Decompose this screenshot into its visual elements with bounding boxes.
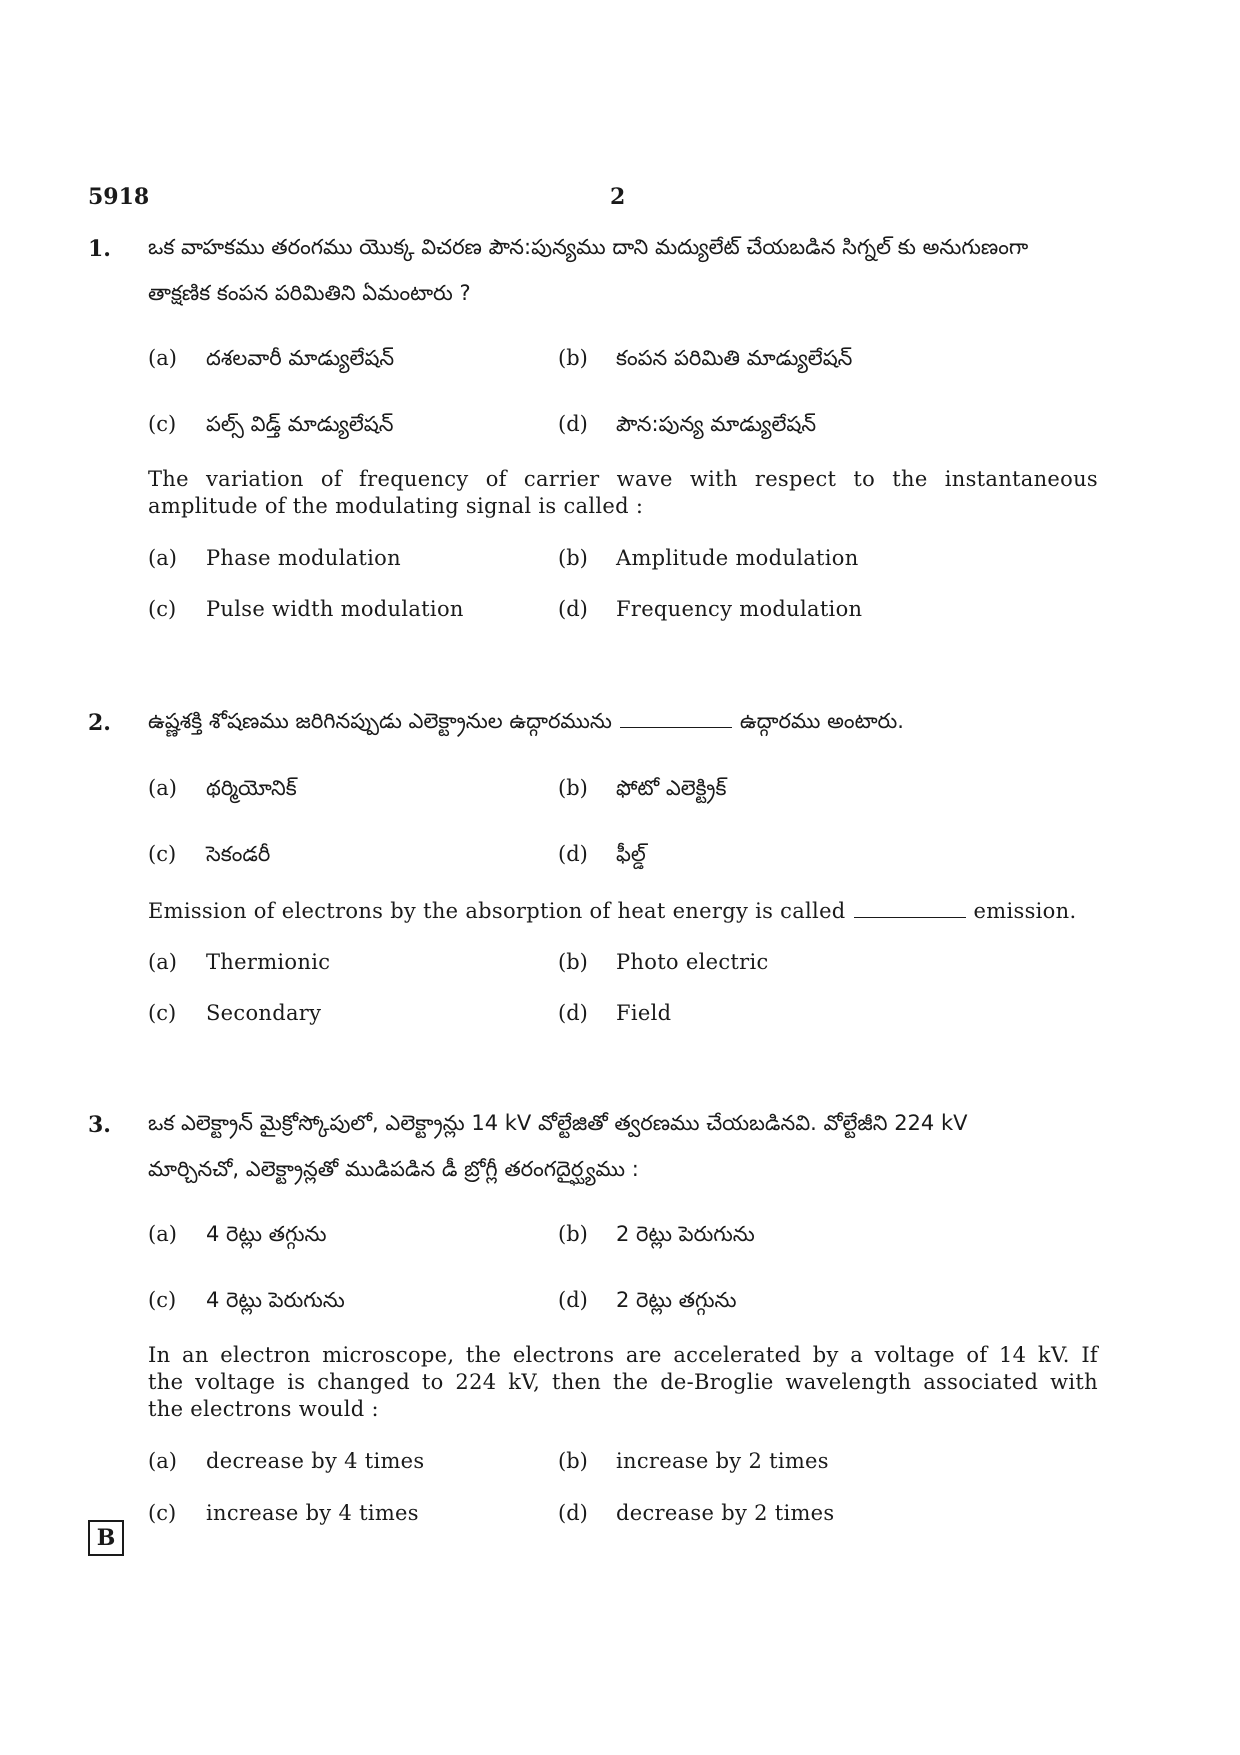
- question-set-box: B: [88, 1520, 124, 1556]
- option-label: (b): [558, 1222, 588, 1246]
- answer-blank: [854, 916, 966, 918]
- question-number: 3.: [88, 1112, 111, 1138]
- option-label: (a): [148, 1222, 177, 1246]
- option-label: (a): [148, 546, 177, 570]
- option-text: Frequency modulation: [616, 597, 863, 621]
- question-text-telugu: [148, 224, 1098, 316]
- option-text: increase by 2 times: [616, 1449, 829, 1473]
- option-text: Field: [616, 1001, 672, 1025]
- page-number: 2: [610, 184, 626, 210]
- question-text-telugu: [148, 698, 1098, 744]
- paper-code: 5918: [88, 184, 150, 210]
- option-label: (c): [148, 842, 177, 866]
- question-text-english: [148, 466, 1098, 520]
- option-label: (d): [558, 842, 588, 866]
- option-text: Photo electric: [616, 950, 769, 974]
- question-text-telugu: [148, 1100, 1098, 1192]
- answer-blank: [620, 726, 732, 728]
- option-text: Secondary: [206, 1001, 322, 1025]
- option-label: (b): [558, 1449, 588, 1473]
- option-label: (a): [148, 950, 177, 974]
- option-label: (b): [558, 346, 588, 370]
- option-label: (a): [148, 346, 177, 370]
- option-text: 4 రెట్లు పెరుగును: [206, 1288, 345, 1312]
- option-text: 4 రెట్లు తగ్గును: [206, 1222, 327, 1246]
- option-label: (b): [558, 950, 588, 974]
- question-text-after-blank: ఉద్గారము అంటారు.: [739, 709, 904, 733]
- question-line: amplitude of the modulating signal is called :: [148, 494, 644, 518]
- question-line: In an electron microscope, the electrons are accelerated by a voltage of 14 kV. If: [148, 1343, 1098, 1367]
- option-text: ఫోటో ఎలెక్ట్రిక్: [616, 776, 727, 800]
- question-text-english: [148, 1342, 1098, 1423]
- question-number: 1.: [88, 236, 111, 262]
- question-line: ఒక ఎలెక్ట్రాన్ మైక్రోస్కోపులో, ఎలెక్ట్రాన్లు 14 kV వోల్టేజితో త్వరణము చేయబడినవి. వోల్టేజీని 224 kV: [148, 1111, 968, 1135]
- option-text: దశలవారీ మాడ్యులేషన్: [206, 346, 395, 370]
- option-text: కంపన పరిమితి మాడ్యులేషన్: [616, 346, 853, 370]
- option-text: decrease by 4 times: [206, 1449, 425, 1473]
- option-text: Amplitude modulation: [616, 546, 859, 570]
- option-text: 2 రెట్లు తగ్గును: [616, 1288, 737, 1312]
- option-label: (c): [148, 1288, 177, 1312]
- question-line: The variation of frequency of carrier wave with respect to the instantaneous: [148, 467, 1098, 491]
- option-label: (d): [558, 1288, 588, 1312]
- question-number: 2.: [88, 710, 111, 736]
- option-text: పౌన:పున్య మాడ్యులేషన్: [616, 412, 817, 436]
- question-text-after-blank: emission.: [973, 899, 1077, 923]
- option-label: (d): [558, 1501, 588, 1525]
- option-label: (c): [148, 597, 177, 621]
- option-label: (a): [148, 1449, 177, 1473]
- question-text-before-blank: ఉష్ణశక్తి శోషణము జరిగినప్పుడు ఎలెక్ట్రానుల ఉద్గారమును: [148, 709, 612, 733]
- option-label: (d): [558, 412, 588, 436]
- question-text-english: [148, 898, 1098, 925]
- option-text: increase by 4 times: [206, 1501, 419, 1525]
- option-text: Phase modulation: [206, 546, 401, 570]
- option-label: (b): [558, 776, 588, 800]
- option-text: సెకండరీ: [206, 842, 271, 866]
- option-text: 2 రెట్లు పెరుగును: [616, 1222, 755, 1246]
- option-text: decrease by 2 times: [616, 1501, 835, 1525]
- question-line: the voltage is changed to 224 kV, then the de-Broglie wavelength associated with: [148, 1370, 1098, 1394]
- option-label: (c): [148, 1001, 177, 1025]
- question-line: మార్చినచో, ఎలెక్ట్రాన్లతో ముడిపడిన డీ బ్రోగ్లీ తరంగదైర్ఘ్యము :: [148, 1157, 639, 1181]
- option-text: Thermionic: [206, 950, 331, 974]
- option-label: (d): [558, 597, 588, 621]
- option-label: (c): [148, 1501, 177, 1525]
- option-label: (b): [558, 546, 588, 570]
- question-line: the electrons would :: [148, 1397, 379, 1421]
- option-label: (a): [148, 776, 177, 800]
- option-text: థర్మియోనిక్: [206, 776, 297, 800]
- option-text: ఫీల్డ్: [616, 842, 646, 866]
- question-line: ఒక వాహకము తరంగము యొక్క విచరణ పౌన:పున్యము దాని మద్యులేట్ చేయబడిన సిగ్నల్ కు అనుగుణంగా: [148, 235, 1029, 259]
- option-text: పల్స్ విడ్త్ మాడ్యులేషన్: [206, 412, 394, 436]
- question-text-before-blank: Emission of electrons by the absorption of heat energy is called: [148, 899, 846, 923]
- option-label: (d): [558, 1001, 588, 1025]
- option-text: Pulse width modulation: [206, 597, 464, 621]
- question-line: తాక్షణిక కంపన పరిమితిని ఏమంటారు ?: [148, 281, 471, 305]
- option-label: (c): [148, 412, 177, 436]
